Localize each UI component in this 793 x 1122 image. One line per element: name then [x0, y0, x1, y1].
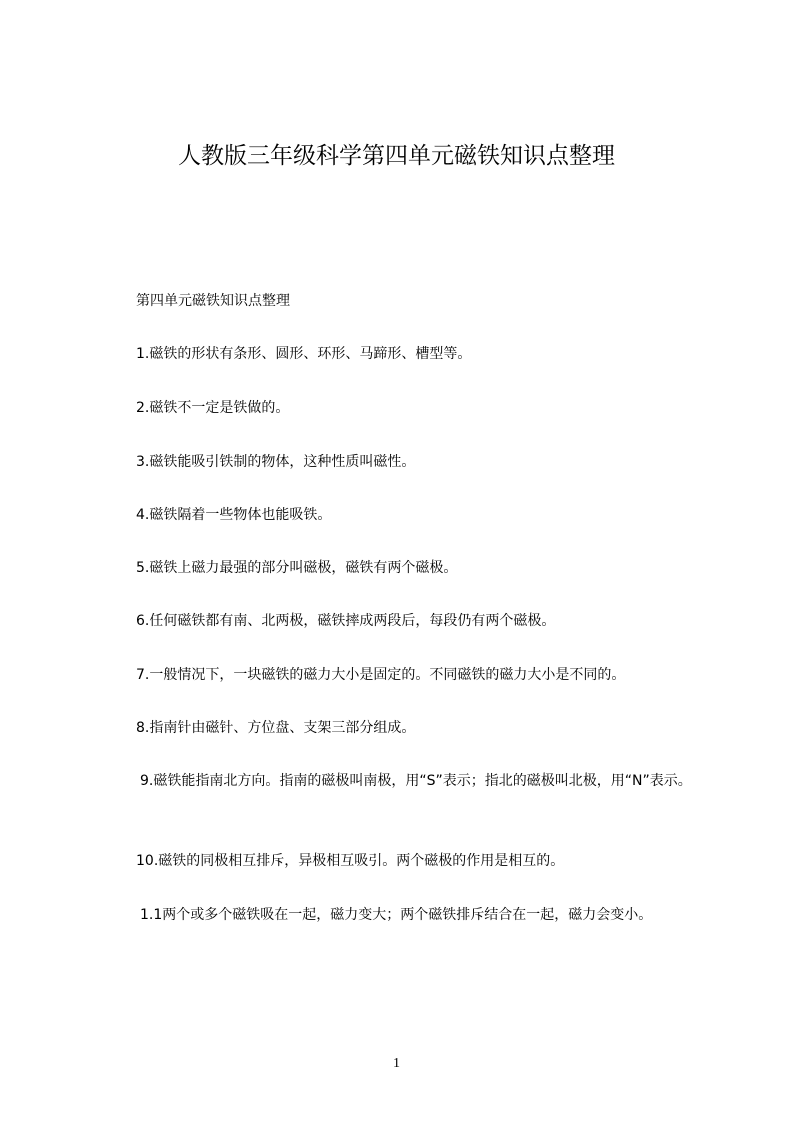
list-item: 6.任何磁铁都有南、北两极，磁铁摔成两段后，每段仍有两个磁极。	[136, 613, 556, 629]
list-item: 10.磁铁的同极相互排斥，异极相互吸引。两个磁极的作用是相互的。	[136, 853, 565, 869]
list-item: 1.1两个或多个磁铁吸在一起，磁力变大；两个磁铁排斥结合在一起，磁力会变小。	[140, 907, 653, 923]
page-number: 1	[393, 1056, 400, 1071]
list-item: 2.磁铁不一定是铁做的。	[136, 400, 290, 416]
list-item: 3.磁铁能吸引铁制的物体，这种性质叫磁性。	[136, 454, 416, 470]
page-title: 人教版三年级科学第四单元磁铁知识点整理	[178, 143, 615, 169]
list-item: 5.磁铁上磁力最强的部分叫磁极，磁铁有两个磁极。	[136, 560, 458, 576]
list-item: 7.一般情况下，一块磁铁的磁力大小是固定的。不同磁铁的磁力大小是不同的。	[136, 667, 626, 683]
list-item: 1.磁铁的形状有条形、圆形、环形、马蹄形、槽型等。	[136, 346, 472, 362]
list-item: 8.指南针由磁针、方位盘、支架三部分组成。	[136, 720, 416, 736]
section-heading: 第四单元磁铁知识点整理	[136, 293, 290, 309]
list-item: 4.磁铁隔着一些物体也能吸铁。	[136, 507, 332, 523]
list-item: 9.磁铁能指南北方向。指南的磁极叫南极，用“S”表示；指北的磁极叫北极，用“N”表示。	[140, 773, 692, 789]
